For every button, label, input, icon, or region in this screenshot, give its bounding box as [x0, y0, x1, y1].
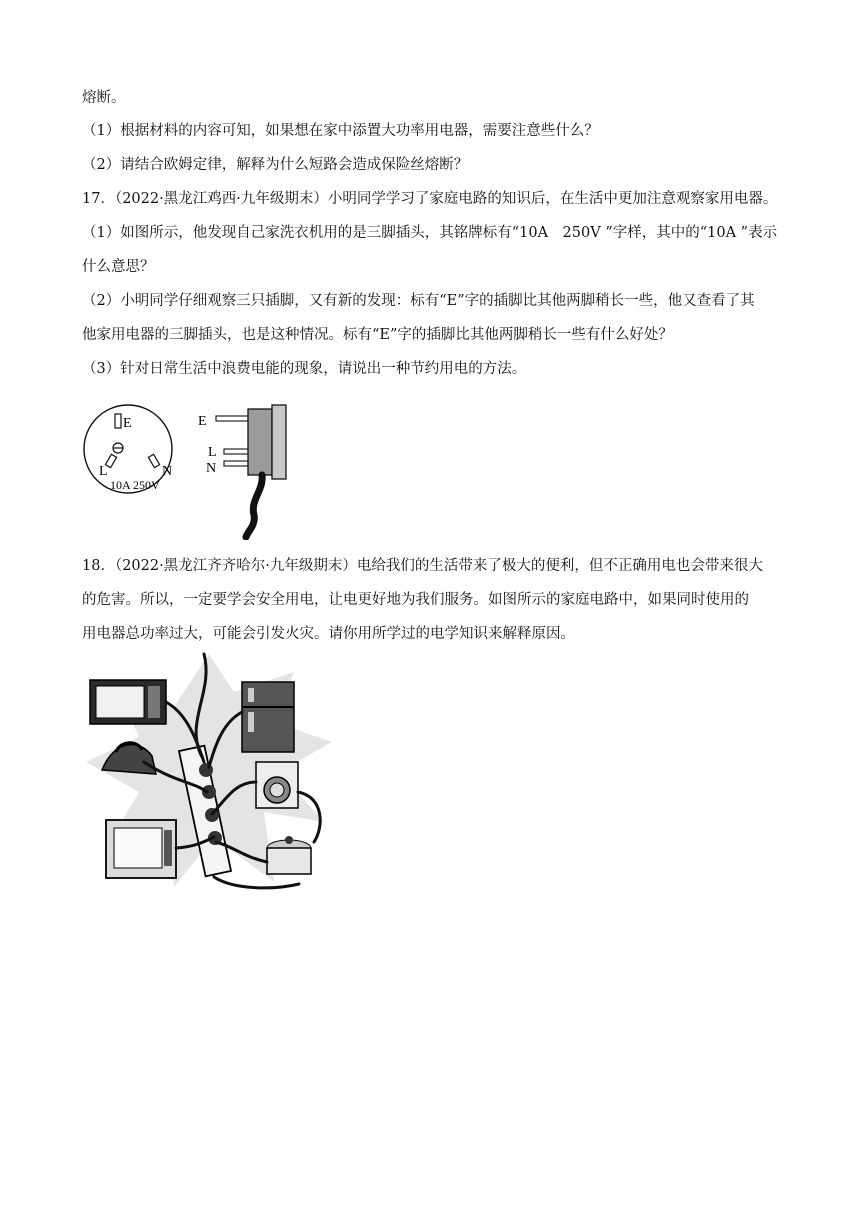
text-line-9: （3）针对日常生活中浪费电能的现象，请说出一种节约用电的方法。 [82, 361, 527, 377]
face-label-e: E [123, 416, 132, 431]
rice-cooker-icon [267, 836, 311, 874]
text-line-7: （2）小明同学仔细观察三只插脚，又有新的发现：标有“E”字的插脚比其他两脚稍长一些，他又查看了其 [82, 293, 755, 309]
text-line-5: （1）如图所示，他发现自己家洗衣机用的是三脚插头，其铭牌标有“10A 250V ”字样，其中的“10A ”表示 [82, 225, 778, 241]
text-line-2: （1）根据材料的内容可知，如果想在家中添置大功率用电器，需要注意些什么？ [82, 123, 599, 139]
text-line-1: 熔断。 [82, 90, 126, 106]
side-pin-l [224, 449, 248, 454]
plug-back [272, 405, 286, 479]
text-line-8: 他家用电器的三脚插头，也是这种情况。标有“E”字的插脚比其他两脚稍长一些有什么好处？ [82, 327, 673, 343]
microwave-icon [90, 680, 166, 724]
television-icon [106, 820, 176, 878]
side-label-l: L [208, 445, 217, 460]
power-cord [246, 475, 262, 537]
plug-figure [82, 395, 302, 540]
face-label-l: L [99, 464, 108, 479]
text-line-6: 什么意思？ [82, 259, 155, 275]
side-label-e: E [198, 414, 207, 429]
side-label-n: N [206, 461, 217, 476]
question-18-heading: 18．（2022·黑龙江齐齐哈尔·九年级期末）电给我们的生活带来了极大的便利，但不正确用电也会带来很大 [82, 558, 763, 574]
rating-label: 10A 250V [110, 478, 160, 492]
face-label-n: N [162, 464, 173, 479]
text-line-3: （2）请结合欧姆定律，解释为什么短路会造成保险丝熔断？ [82, 157, 469, 173]
side-pin-n [224, 461, 248, 466]
text-line-11: 的危害。所以，一定要学会安全用电，让电更好地为我们服务。如图所示的家庭电路中，如果同时使用的 [82, 592, 749, 608]
question-17-heading: 17．（2022·黑龙江鸡西·九年级期末）小明同学学习了家庭电路的知识后，在生活中更加注意观察家用电器。 [82, 191, 778, 207]
side-pin-e [216, 416, 248, 421]
plug-body [248, 409, 272, 475]
pin-n-slot [148, 454, 159, 467]
overload-figure [84, 652, 334, 892]
text-line-12: 用电器总功率过大，可能会引发火灾。请你用所学过的电学知识来解释原因。 [82, 626, 575, 642]
pin-e-slot [115, 414, 121, 428]
washing-machine-icon [256, 762, 298, 808]
refrigerator-icon [242, 682, 294, 752]
